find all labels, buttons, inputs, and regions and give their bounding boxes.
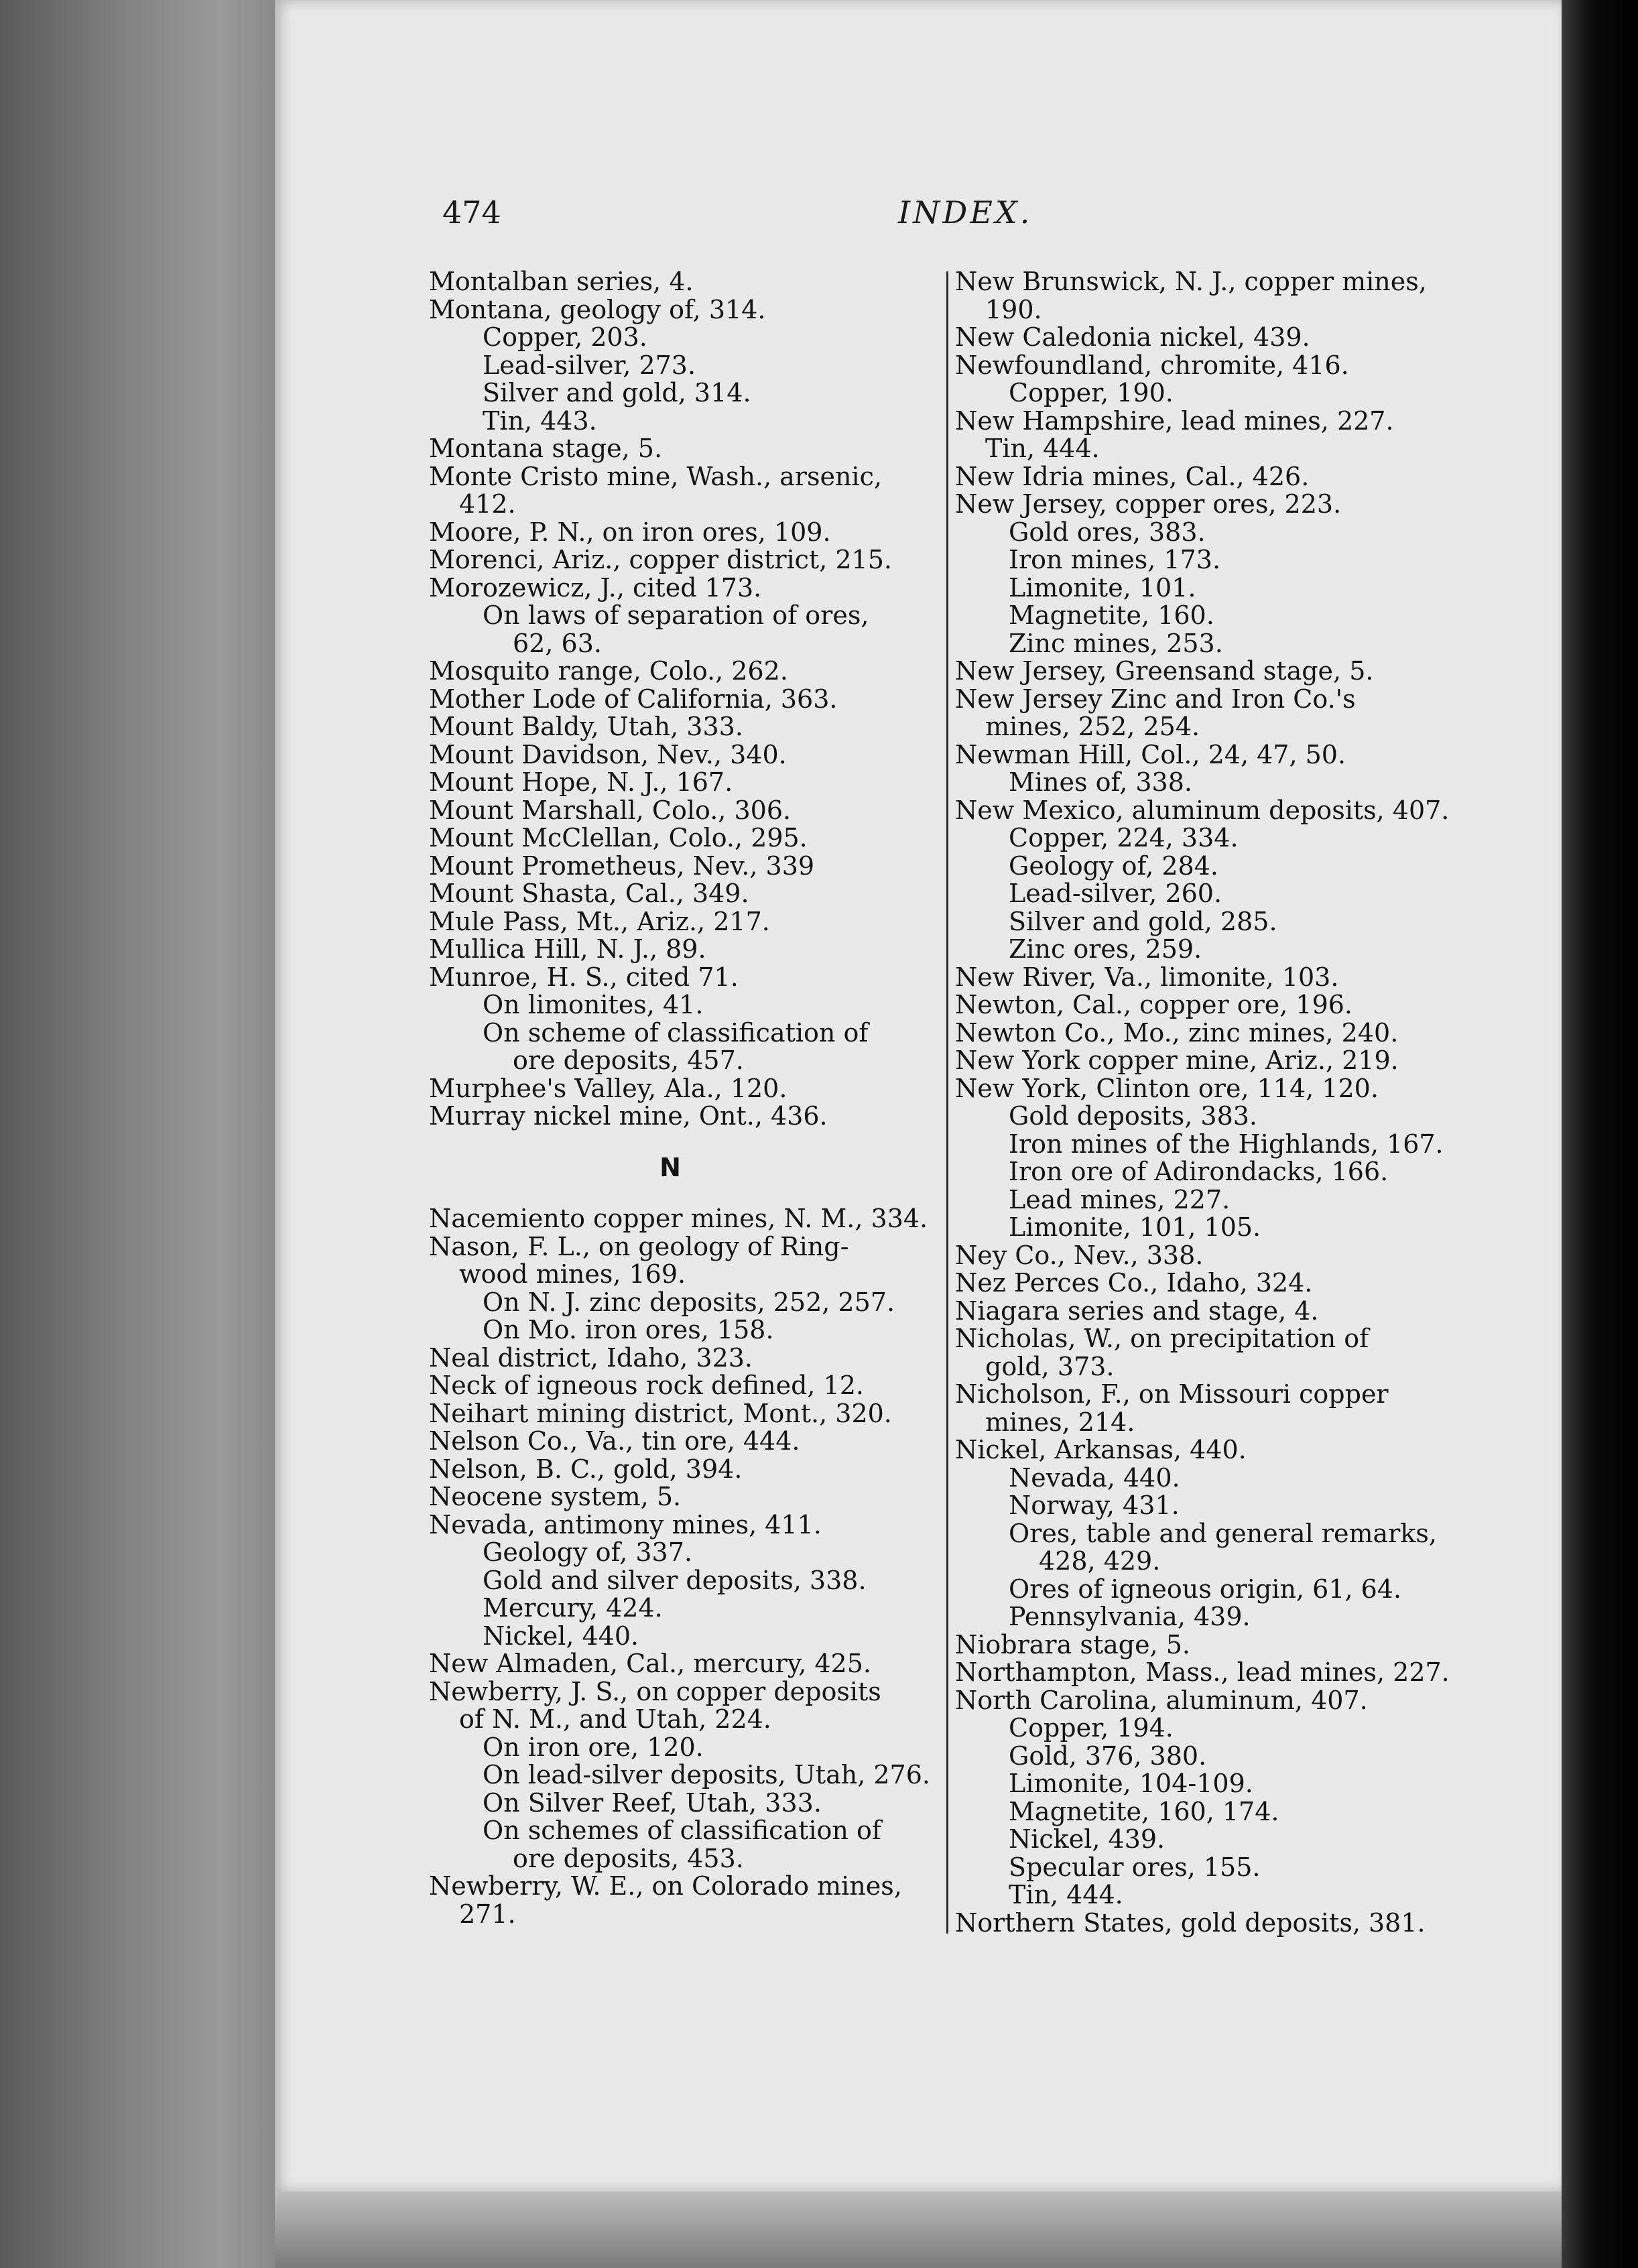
index-entry: Montana stage, 5. (429, 434, 663, 463)
column-divider (946, 271, 948, 1934)
index-entry: New Almaden, Cal., mercury, 425. (429, 1649, 871, 1678)
index-entry: Northampton, Mass., lead mines, 227. (955, 1657, 1450, 1687)
index-entry: Gold ores, 383. (1009, 517, 1206, 547)
index-entry: Iron mines of the Highlands, 167. (1009, 1129, 1444, 1159)
index-entry: Mines of, 338. (1009, 767, 1192, 797)
index-entry: Munroe, H. S., cited 71. (429, 962, 739, 992)
index-entry: Mule Pass, Mt., Ariz., 217. (429, 906, 770, 936)
index-entry: Copper, 194. (1009, 1713, 1174, 1743)
index-entry: Montana, geology of, 314. (429, 294, 766, 324)
index-entry: Nickel, 439. (1009, 1824, 1166, 1854)
index-entry: Murray nickel mine, Ont., 436. (429, 1101, 828, 1131)
right-entry-list (955, 268, 1471, 1937)
index-entry: Silver and gold, 314. (483, 378, 751, 407)
index-entry: Tin, 443. (483, 405, 597, 436)
index-entry: Morenci, Ariz., copper district, 215. (429, 545, 892, 574)
left-column (429, 268, 938, 1928)
book-gutter (0, 0, 275, 2268)
index-entry: On limonites, 41. (483, 990, 704, 1019)
index-entry: Murphee's Valley, Ala., 120. (429, 1073, 788, 1103)
index-entry: Nicholas, W., on precipitation of (955, 1324, 1369, 1353)
index-entry: Northern States, gold deposits, 381. (955, 1907, 1426, 1938)
index-entry: wood mines, 169. (459, 1259, 686, 1289)
index-entry: Mount Baldy, Utah, 333. (429, 712, 743, 741)
index-entry: Tin, 444. (1009, 1880, 1123, 1909)
index-entry: Gold and silver deposits, 338. (483, 1565, 867, 1595)
index-entry: Silver and gold, 285. (1009, 906, 1277, 936)
index-entry: Nevada, antimony mines, 411. (429, 1509, 822, 1539)
index-entry: On scheme of classification of (483, 1017, 869, 1048)
index-entry: New Idria mines, Cal., 426. (955, 461, 1310, 491)
page-number: 474 (442, 194, 501, 231)
index-entry: Mount Hope, N. J., 167. (429, 767, 733, 797)
index-entry: 271. (459, 1899, 516, 1929)
index-entry: Newberry, J. S., on copper deposits (429, 1676, 881, 1706)
index-entry: Morozewicz, J., cited 173. (429, 572, 762, 603)
index-entry: On N. J. zinc deposits, 252, 257. (483, 1287, 895, 1317)
index-entry: On iron ore, 120. (483, 1732, 704, 1762)
index-entry: Mount Prometheus, Nev., 339 (429, 850, 815, 881)
index-entry: New Jersey, Greensand stage, 5. (955, 656, 1374, 686)
index-entry: Specular ores, 155. (1009, 1852, 1261, 1882)
index-entry: Geology of, 337. (483, 1537, 692, 1567)
index-entry: Magnetite, 160, 174. (1009, 1796, 1279, 1826)
right-column (955, 268, 1471, 1937)
index-entry: Newfoundland, chromite, 416. (955, 350, 1349, 380)
page-edge-shadow (1562, 0, 1638, 2268)
index-entry: Nacemiento copper mines, N. M., 334. (429, 1204, 928, 1233)
index-entry: Mount Davidson, Nev., 340. (429, 739, 787, 769)
index-entry: 190. (985, 294, 1042, 324)
index-entry: Gold deposits, 383. (1009, 1101, 1258, 1131)
index-entry: Niobrara stage, 5. (955, 1629, 1190, 1659)
index-entry: Nason, F. L., on geology of Ring- (429, 1231, 849, 1261)
index-entry: Neal district, Idaho, 323. (429, 1342, 753, 1373)
index-entry: Zinc mines, 253. (1009, 628, 1223, 658)
index-entry: Nelson, B. C., gold, 394. (429, 1454, 743, 1484)
index-entry: Ney Co., Nev., 338. (955, 1240, 1204, 1270)
index-entry: Tin, 444. (985, 434, 1100, 463)
section-letter: N (659, 1152, 681, 1182)
page-bottom-shadow (275, 2192, 1562, 2268)
index-entry: New Brunswick, N. J., copper mines, (955, 267, 1427, 296)
index-entry: Neocene system, 5. (429, 1482, 682, 1511)
index-entry: Montalban series, 4. (429, 267, 694, 296)
index-entry: New Caledonia nickel, 439. (955, 322, 1310, 352)
index-entry: New Mexico, aluminum deposits, 407. (955, 795, 1450, 825)
index-entry: Ores, table and general remarks, (1009, 1518, 1437, 1548)
index-entry: Neck of igneous rock defined, 12. (429, 1371, 864, 1400)
index-entry: Mother Lode of California, 363. (429, 684, 838, 714)
index-entry: Nicholson, F., on Missouri copper (955, 1379, 1389, 1409)
index-entry: Mount Marshall, Colo., 306. (429, 795, 792, 825)
running-head: INDEX. (898, 194, 1033, 231)
index-entry: of N. M., and Utah, 224. (459, 1704, 771, 1734)
index-entry: Ores of igneous origin, 61, 64. (1009, 1574, 1402, 1604)
index-entry: Mosquito range, Colo., 262. (429, 656, 788, 686)
index-entry: Iron mines, 173. (1009, 545, 1221, 574)
index-entry: ore deposits, 457. (513, 1046, 744, 1075)
index-entry: Pennsylvania, 439. (1009, 1602, 1251, 1631)
index-entry: Nickel, 440. (483, 1621, 639, 1651)
index-entry: Norway, 431. (1009, 1491, 1180, 1520)
index-entry: Lead-silver, 260. (1009, 879, 1222, 908)
index-entry: Moore, P. N., on iron ores, 109. (429, 517, 831, 547)
index-entry: Nickel, Arkansas, 440. (955, 1435, 1247, 1464)
index-entry: New Jersey Zinc and Iron Co.'s (955, 684, 1356, 714)
index-entry: Monte Cristo mine, Wash., arsenic, (429, 461, 882, 491)
index-entry: Newman Hill, Col., 24, 47, 50. (955, 739, 1346, 769)
index-entry: Copper, 224, 334. (1009, 823, 1239, 853)
index-entry: Mercury, 424. (483, 1593, 663, 1623)
index-entry: Lead mines, 227. (1009, 1184, 1231, 1214)
index-entry: Copper, 203. (483, 322, 647, 352)
index-entry: Newton, Cal., copper ore, 196. (955, 990, 1353, 1019)
index-entry: Nevada, 440. (1009, 1462, 1180, 1493)
index-entry: On Silver Reef, Utah, 333. (483, 1787, 822, 1818)
index-entry: On Mo. iron ores, 158. (483, 1315, 774, 1344)
index-entry: On laws of separation of ores, (483, 601, 869, 630)
index-entry: New York, Clinton ore, 114, 120. (955, 1073, 1379, 1103)
index-entry: Lead-silver, 273. (483, 350, 696, 380)
left-entry-list-n (429, 1205, 938, 1928)
index-entry: Limonite, 101, 105. (1009, 1212, 1261, 1242)
index-entry: 62, 63. (513, 628, 602, 658)
index-entry: ore deposits, 453. (513, 1843, 744, 1873)
index-entry: 412. (459, 489, 516, 519)
index-entry: Copper, 190. (1009, 378, 1174, 407)
index-entry: Mount McClellan, Colo., 295. (429, 823, 808, 853)
index-entry: Zinc ores, 259. (1009, 934, 1202, 964)
index-entry: mines, 252, 254. (985, 712, 1200, 741)
index-entry: Newton Co., Mo., zinc mines, 240. (955, 1017, 1399, 1048)
index-entry: Gold, 376, 380. (1009, 1741, 1207, 1771)
index-entry: Limonite, 101. (1009, 572, 1196, 603)
index-entry: Mullica Hill, N. J., 89. (429, 934, 706, 964)
index-entry: Mount Shasta, Cal., 349. (429, 879, 749, 908)
index-entry: Iron ore of Adirondacks, 166. (1009, 1157, 1389, 1186)
index-entry: New Hampshire, lead mines, 227. (955, 405, 1394, 436)
index-entry: Geology of, 284. (1009, 850, 1218, 881)
index-entry: New Jersey, copper ores, 223. (955, 489, 1342, 519)
index-entry: North Carolina, aluminum, 407. (955, 1685, 1368, 1715)
index-entry: On lead-silver deposits, Utah, 276. (483, 1760, 930, 1789)
index-entry: Nez Perces Co., Idaho, 324. (955, 1268, 1313, 1298)
index-entry: New River, Va., limonite, 103. (955, 962, 1339, 992)
index-entry: Limonite, 104-109. (1009, 1769, 1253, 1798)
index-entry: On schemes of classification of (483, 1816, 881, 1845)
index-entry: 428, 429. (1039, 1546, 1161, 1576)
index-entry: mines, 214. (985, 1407, 1135, 1437)
left-entry-list (429, 268, 938, 1131)
index-entry: Neihart mining district, Mont., 320. (429, 1398, 892, 1428)
index-entry: gold, 373. (985, 1351, 1115, 1381)
index-entry: Magnetite, 160. (1009, 601, 1214, 630)
index-entry: Nelson Co., Va., tin ore, 444. (429, 1426, 800, 1456)
index-entry: Newberry, W. E., on Colorado mines, (429, 1871, 902, 1901)
index-entry: New York copper mine, Ariz., 219. (955, 1046, 1399, 1075)
index-entry: Niagara series and stage, 4. (955, 1296, 1319, 1326)
